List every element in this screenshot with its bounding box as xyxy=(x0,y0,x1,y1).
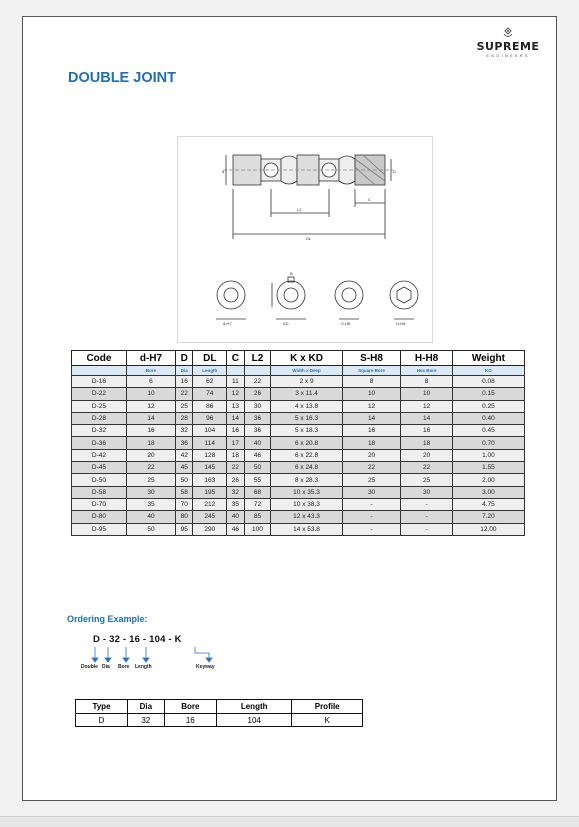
table-row xyxy=(72,400,525,412)
table-cell: - xyxy=(401,511,452,523)
table-cell: 7.20 xyxy=(452,511,524,523)
example-cell: D xyxy=(76,714,128,727)
table-cell: 3 x 11.4 xyxy=(271,388,342,400)
spec-header-cell: D xyxy=(176,351,193,366)
table-cell: 114 xyxy=(193,437,227,449)
table-cell: 10 x 35.3 xyxy=(271,486,342,498)
spec-subheader-cell xyxy=(227,366,244,376)
table-cell: 22 xyxy=(227,462,244,474)
label-D: D xyxy=(393,169,396,174)
table-cell: 20 xyxy=(342,449,401,461)
table-cell: 10 xyxy=(342,388,401,400)
ordering-example-title: Ordering Example: xyxy=(67,614,148,624)
table-cell: 30 xyxy=(401,486,452,498)
label-L2: L2 xyxy=(297,207,302,212)
example-header-cell: Profile xyxy=(292,700,363,714)
table-cell: - xyxy=(342,498,401,510)
table-row xyxy=(72,388,525,400)
table-cell: D-50 xyxy=(72,474,127,486)
table-cell: 55 xyxy=(244,474,271,486)
table-cell: 14 x 53.8 xyxy=(271,523,342,535)
table-cell: 35 xyxy=(227,498,244,510)
table-cell: 25 xyxy=(126,474,175,486)
table-cell: 3.00 xyxy=(452,486,524,498)
spec-header-cell: Code xyxy=(72,351,127,366)
table-cell: 12 xyxy=(227,388,244,400)
table-cell: 16 xyxy=(176,376,193,388)
table-cell: 0.45 xyxy=(452,425,524,437)
table-cell: 50 xyxy=(244,462,271,474)
example-header-cell: Dia xyxy=(127,700,164,714)
table-cell: 40 xyxy=(227,511,244,523)
spec-header-cell: L2 xyxy=(244,351,271,366)
table-row xyxy=(72,523,525,535)
spec-subheader-cell: Width x Deep xyxy=(271,366,342,376)
spec-subheader-cell: Hex Bore xyxy=(401,366,452,376)
table-cell: 290 xyxy=(193,523,227,535)
spec-table-subheader-row xyxy=(72,366,525,376)
table-cell: 104 xyxy=(193,425,227,437)
table-cell: - xyxy=(342,523,401,535)
table-cell: 26 xyxy=(244,388,271,400)
label-dH7: d-H7 xyxy=(223,321,232,326)
spec-subheader-cell xyxy=(72,366,127,376)
table-cell: 18 xyxy=(227,449,244,461)
table-cell: 18 xyxy=(126,437,175,449)
table-cell: 68 xyxy=(244,486,271,498)
brand-name: SUPREME xyxy=(476,40,540,53)
table-cell: 0.40 xyxy=(452,412,524,424)
spec-table-body xyxy=(72,376,525,536)
example-cell: 16 xyxy=(164,714,216,727)
table-cell: 50 xyxy=(176,474,193,486)
table-row xyxy=(72,474,525,486)
table-cell: 100 xyxy=(244,523,271,535)
ordering-label: Double xyxy=(81,664,98,670)
label-DL: DL xyxy=(306,236,312,241)
spec-subheader-cell: Bore xyxy=(126,366,175,376)
table-cell: 26 xyxy=(227,474,244,486)
table-cell: D-32 xyxy=(72,425,127,437)
table-cell: 25 xyxy=(176,400,193,412)
table-cell: D-42 xyxy=(72,449,127,461)
table-cell: 62 xyxy=(193,376,227,388)
table-cell: 16 xyxy=(401,425,452,437)
supreme-emblem-icon xyxy=(472,27,544,41)
table-row xyxy=(72,449,525,461)
table-cell: 8 xyxy=(342,376,401,388)
table-row xyxy=(72,412,525,424)
table-cell: D-28 xyxy=(72,412,127,424)
page-title: DOUBLE JOINT xyxy=(68,70,176,86)
table-cell: 30 xyxy=(126,486,175,498)
table-cell: 2.00 xyxy=(452,474,524,486)
spec-table-header-row xyxy=(72,351,525,366)
table-row xyxy=(72,425,525,437)
ordering-label: Keyway xyxy=(196,664,215,670)
example-table xyxy=(75,699,363,727)
table-cell: 10 x 38.3 xyxy=(271,498,342,510)
example-header-cell: Length xyxy=(217,700,292,714)
table-cell: 6 x 22.8 xyxy=(271,449,342,461)
table-cell: 0.25 xyxy=(452,400,524,412)
example-header-cell: Bore xyxy=(164,700,216,714)
label-C: C xyxy=(368,197,371,202)
table-cell: 6 x 24.8 xyxy=(271,462,342,474)
table-cell: 22 xyxy=(401,462,452,474)
table-cell: 16 xyxy=(126,425,175,437)
table-cell: 36 xyxy=(176,437,193,449)
table-cell: 45 xyxy=(176,462,193,474)
table-cell: 74 xyxy=(193,388,227,400)
table-cell: 163 xyxy=(193,474,227,486)
viewer-bottom-strip xyxy=(0,816,579,827)
label-HH8: H-H8 xyxy=(396,321,406,326)
table-cell: 40 xyxy=(126,511,175,523)
table-cell: 145 xyxy=(193,462,227,474)
spec-header-cell: S-H8 xyxy=(342,351,401,366)
table-cell: 46 xyxy=(244,449,271,461)
table-cell: 32 xyxy=(227,486,244,498)
table-cell: 212 xyxy=(193,498,227,510)
table-cell: 70 xyxy=(176,498,193,510)
table-cell: 22 xyxy=(342,462,401,474)
spec-subheader-cell xyxy=(244,366,271,376)
table-cell: 12.00 xyxy=(452,523,524,535)
table-cell: 18 xyxy=(342,437,401,449)
example-header-row xyxy=(76,700,363,714)
table-cell: 36 xyxy=(244,412,271,424)
brand-tagline: ENGINEERS xyxy=(486,53,530,58)
table-cell: D-58 xyxy=(72,486,127,498)
table-cell: 245 xyxy=(193,511,227,523)
example-cell: K xyxy=(292,714,363,727)
table-cell: D-25 xyxy=(72,400,127,412)
example-header-cell: Type xyxy=(76,700,128,714)
table-cell: 16 xyxy=(342,425,401,437)
table-row xyxy=(72,498,525,510)
spec-header-cell: Weight xyxy=(452,351,524,366)
spec-table xyxy=(71,350,525,536)
table-cell: 95 xyxy=(176,523,193,535)
table-cell: 5 x 16.3 xyxy=(271,412,342,424)
table-cell: 14 xyxy=(401,412,452,424)
ordering-label: Bore xyxy=(118,664,130,670)
table-cell: D-36 xyxy=(72,437,127,449)
table-cell: D-95 xyxy=(72,523,127,535)
label-b: B xyxy=(290,271,293,276)
table-cell: D-16 xyxy=(72,376,127,388)
label-d: d xyxy=(222,169,225,174)
example-data-row xyxy=(76,714,363,727)
spec-subheader-cell: Length xyxy=(193,366,227,376)
table-cell: 36 xyxy=(244,425,271,437)
example-cell: 32 xyxy=(127,714,164,727)
table-cell: 128 xyxy=(193,449,227,461)
table-cell: 50 xyxy=(126,523,175,535)
table-cell: 13 xyxy=(227,400,244,412)
table-row xyxy=(72,486,525,498)
table-cell: 14 xyxy=(227,412,244,424)
double-joint-drawing-svg xyxy=(178,137,432,342)
table-cell: 22 xyxy=(126,462,175,474)
table-cell: 17 xyxy=(227,437,244,449)
label-KD: KD xyxy=(283,321,289,326)
table-cell: 40 xyxy=(244,437,271,449)
table-cell: 96 xyxy=(193,412,227,424)
table-cell: 16 xyxy=(227,425,244,437)
table-cell: 14 xyxy=(126,412,175,424)
datasheet-page xyxy=(22,16,557,801)
table-cell: D-70 xyxy=(72,498,127,510)
example-cell: 104 xyxy=(217,714,292,727)
table-cell: 58 xyxy=(176,486,193,498)
table-cell: 18 xyxy=(401,437,452,449)
table-row xyxy=(72,376,525,388)
ordering-label: Length xyxy=(135,664,152,670)
spec-header-cell: C xyxy=(227,351,244,366)
table-cell: 86 xyxy=(193,400,227,412)
table-cell: 0.08 xyxy=(452,376,524,388)
table-cell: D-22 xyxy=(72,388,127,400)
table-cell: 11 xyxy=(227,376,244,388)
table-cell: D-45 xyxy=(72,462,127,474)
table-cell: - xyxy=(342,511,401,523)
table-cell: 8 x 28.3 xyxy=(271,474,342,486)
table-cell: D-80 xyxy=(72,511,127,523)
table-row xyxy=(72,511,525,523)
table-cell: 2 x 9 xyxy=(271,376,342,388)
table-cell: 195 xyxy=(193,486,227,498)
table-cell: 12 xyxy=(126,400,175,412)
table-cell: 25 xyxy=(401,474,452,486)
table-cell: 22 xyxy=(244,376,271,388)
table-cell: 35 xyxy=(126,498,175,510)
table-cell: 12 xyxy=(342,400,401,412)
spec-header-cell: K x KD xyxy=(271,351,342,366)
ordering-example-code: D - 32 - 16 - 104 - K xyxy=(93,634,182,645)
table-cell: 28 xyxy=(176,412,193,424)
table-cell: 20 xyxy=(126,449,175,461)
ordering-label: Dia xyxy=(102,664,110,670)
table-cell: 30 xyxy=(342,486,401,498)
label-SH8: S-H8 xyxy=(341,321,351,326)
table-cell: 1.00 xyxy=(452,449,524,461)
table-cell: 0.15 xyxy=(452,388,524,400)
table-cell: 25 xyxy=(342,474,401,486)
brand-logo xyxy=(472,27,544,59)
table-cell: 1.55 xyxy=(452,462,524,474)
spec-subheader-cell: KG xyxy=(452,366,524,376)
table-cell: - xyxy=(401,523,452,535)
table-cell: 12 xyxy=(401,400,452,412)
table-cell: 32 xyxy=(176,425,193,437)
table-cell: 10 xyxy=(126,388,175,400)
spec-subheader-cell: Square Bore xyxy=(342,366,401,376)
table-cell: 30 xyxy=(244,400,271,412)
table-cell: 72 xyxy=(244,498,271,510)
table-cell: 22 xyxy=(176,388,193,400)
spec-header-cell: d-H7 xyxy=(126,351,175,366)
table-cell: 4.75 xyxy=(452,498,524,510)
technical-drawing xyxy=(177,136,433,343)
table-cell: 4 x 13.8 xyxy=(271,400,342,412)
table-cell: 6 x 20.8 xyxy=(271,437,342,449)
table-cell: 12 x 43.3 xyxy=(271,511,342,523)
table-cell: 85 xyxy=(244,511,271,523)
spec-header-cell: DL xyxy=(193,351,227,366)
table-cell: 14 xyxy=(342,412,401,424)
table-cell: 6 xyxy=(126,376,175,388)
table-row xyxy=(72,437,525,449)
table-cell: 20 xyxy=(401,449,452,461)
spec-header-cell: H-H8 xyxy=(401,351,452,366)
table-row xyxy=(72,462,525,474)
table-cell: 5 x 18.3 xyxy=(271,425,342,437)
table-cell: 80 xyxy=(176,511,193,523)
spec-subheader-cell: Dia xyxy=(176,366,193,376)
table-cell: 42 xyxy=(176,449,193,461)
table-cell: - xyxy=(401,498,452,510)
table-cell: 8 xyxy=(401,376,452,388)
table-cell: 0.70 xyxy=(452,437,524,449)
table-cell: 46 xyxy=(227,523,244,535)
table-cell: 10 xyxy=(401,388,452,400)
